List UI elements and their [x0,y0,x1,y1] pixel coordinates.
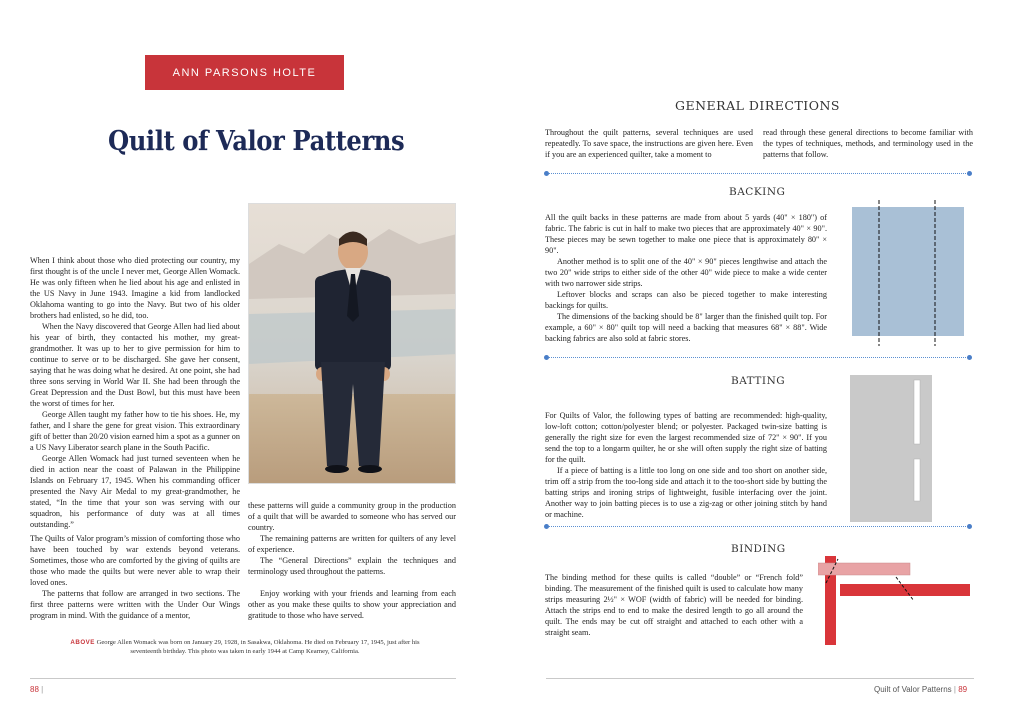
binding-heading: BINDING [731,543,786,555]
story-paragraph: George Allen taught my father how to tie his shoes. He, my father, and I share the gene for great vision. This extraordinary gift of better than 20/20 vision earned him a spot as a gunner on a US Navy Liberator search plane in the South Pacific. [30,410,240,452]
binding-diagram [818,553,972,651]
page-number [874,685,967,694]
folio-separator: | [953,685,956,694]
section-divider [546,526,970,527]
story-paragraph: The Quilts of Valor program’s mission of comforting those who have been touched by war extends beyond veterans. Sometimes, those who are comforted by the giving of quilts are those who made the quilts but were never able to wrap their loved ones. [30,534,240,587]
backing-diagram [850,200,966,350]
story-paragraph: The remaining patterns are written for quilters of any level of experience. [248,534,456,554]
folio-number: 89 [958,685,968,694]
general-directions-heading: GENERAL DIRECTIONS [675,98,840,113]
caption-text: George Allen Womack was born on January 29, 1928, in Sasakwa, Oklahoma. He died on February 17, 1945, just after his seventeenth birthday. This photo was taken in early 1944 at Camp Kearney, California. [96,639,420,655]
section-divider [546,357,970,358]
section-divider [546,173,970,174]
story-paragraph: The “General Directions” explain the techniques and terminology used throughout the patterns. [248,556,456,576]
story-column-1 [30,255,240,530]
backing-heading: BACKING [729,186,786,198]
story-paragraph: George Allen Womack had just turned seventeen when he died in action near the coast of Palawan in the Philippine Islands on February 17, 1945. When his commanding officer presented the Navy Air Medal to my great-grandmother, he stated, “In the time that your son was serving with our squadron, his performance of duty was at all times outstanding.” [30,454,240,529]
binding-paragraph: The binding method for these quilts is called “double” or “French fold” binding. The measurement of the finished quilt is used to calculate how many strips measuring 2½" × WOF (width of fabric) will be needed for binding. Attach the strips end to end to make the desired length to go all around the quilt. The ends may be cut off straight and attached to each other with a straight seam. [545,573,803,637]
backing-paragraph: The dimensions of the backing should be 8" larger than the finished quilt top. For example, a 60" × 80" quilt top will need a backing that measures 68" × 88". Wide backing fabrics are also sold at fabric stores. [545,312,827,343]
story-paragraph: When I think about those who died protecting our country, my first thought is of the uncle I never met, George Allen Womack. He was only fifteen when he lied about his age and enlisted in the US Navy in June 1943. Imagine a kid from landlocked Oklahoma wanting to go into the Navy. But two of his older brothers had enlisted, so he did, too. [30,256,240,320]
backing-paragraph: All the quilt backs in these patterns are made from about 5 yards (40" × 180") of fabric. The fabric is cut in half to make two pieces that are approximately 40" × 90". These pieces may be sewn together to make one piece that is approximately 80" × 90". [545,213,827,255]
story-paragraph: these patterns will guide a community group in the production of a quilt that will be awarded to someone who has served our country. [248,501,456,532]
intro-text-right: read through these general directions to become familiar with the types of techniques, methods, and terminology used in the patterns that follow. [763,128,973,159]
binding-text [545,572,803,638]
folio-separator: | [41,685,44,694]
sailor-photo [248,203,456,484]
story-column-2 [30,533,240,621]
running-title: Quilt of Valor Patterns [874,685,952,694]
intro-text-left: Throughout the quilt patterns, several techniques are used repeatedly. To save space, the instructions are given here. Even if you are an experienced quilter, take a moment to [545,128,753,159]
batting-paragraph: For Quilts of Valor, the following types of batting are recommended: high-quality, low-loft cotton; cotton/polyester blend; or polyester. Packaged twin-size batting is generally the right size for even the largest recommended size of 72" × 90". If you send the top to a longarm quilter, he or she will often supply the right size of batting for the quilt. [545,411,827,464]
batting-diagram [850,375,932,526]
batting-paragraph: If a piece of batting is a little too long on one side and too short on another side, trim off a strip from the too-long side and attach it to the too-short side by butting the batting strips and ironing strips of lightweight, fusible interfacing over the joint. Another way to join batting pieces is to use a zig-zag or other joining stitch by hand or machine. [545,466,827,519]
story-paragraph: The patterns that follow are arranged in two sections. The first three patterns were written with the Under Our Wings program in mind. With the guidance of a mentor, [30,589,240,620]
story-paragraph: Enjoy working with your friends and learning from each other as you make these quilts to show your appreciation and gratitude to those who have served. [248,589,456,620]
page-title: Quilt of Valor Patterns [108,126,405,157]
author-banner: ANN PARSONS HOLTE [145,55,344,90]
backing-paragraph: Another method is to split one of the 40" × 90" pieces lengthwise and attach the two 20" wide strips to either side of the other 40" wide piece to make a wide center with two narrower side strips. [545,257,827,288]
story-paragraph: When the Navy discovered that George Allen had lied about his year of birth, they contacted his mother, my great-grandmother. It was up to her to give permission for him to continue to serve or to be discharged. She gave her consent, saying that he was doing what he desired. At one point, she had three sons serving in World War II. She had been through the Great Depression and the Dust Bowl, but this must have been the worst of times for her. [30,322,240,408]
caption-label: ABOVE [70,639,95,646]
photo-caption [65,638,425,656]
footer-rule [30,678,456,679]
footer-rule [546,678,974,679]
story-column-3 [248,500,456,621]
batting-text [545,410,827,520]
page-number [30,685,43,694]
backing-paragraph: Leftover blocks and scraps can also be pieced together to make interesting backings for quilts. [545,290,827,310]
backing-text [545,212,827,344]
batting-heading: BATTING [731,375,786,387]
folio-number: 88 [30,685,39,694]
